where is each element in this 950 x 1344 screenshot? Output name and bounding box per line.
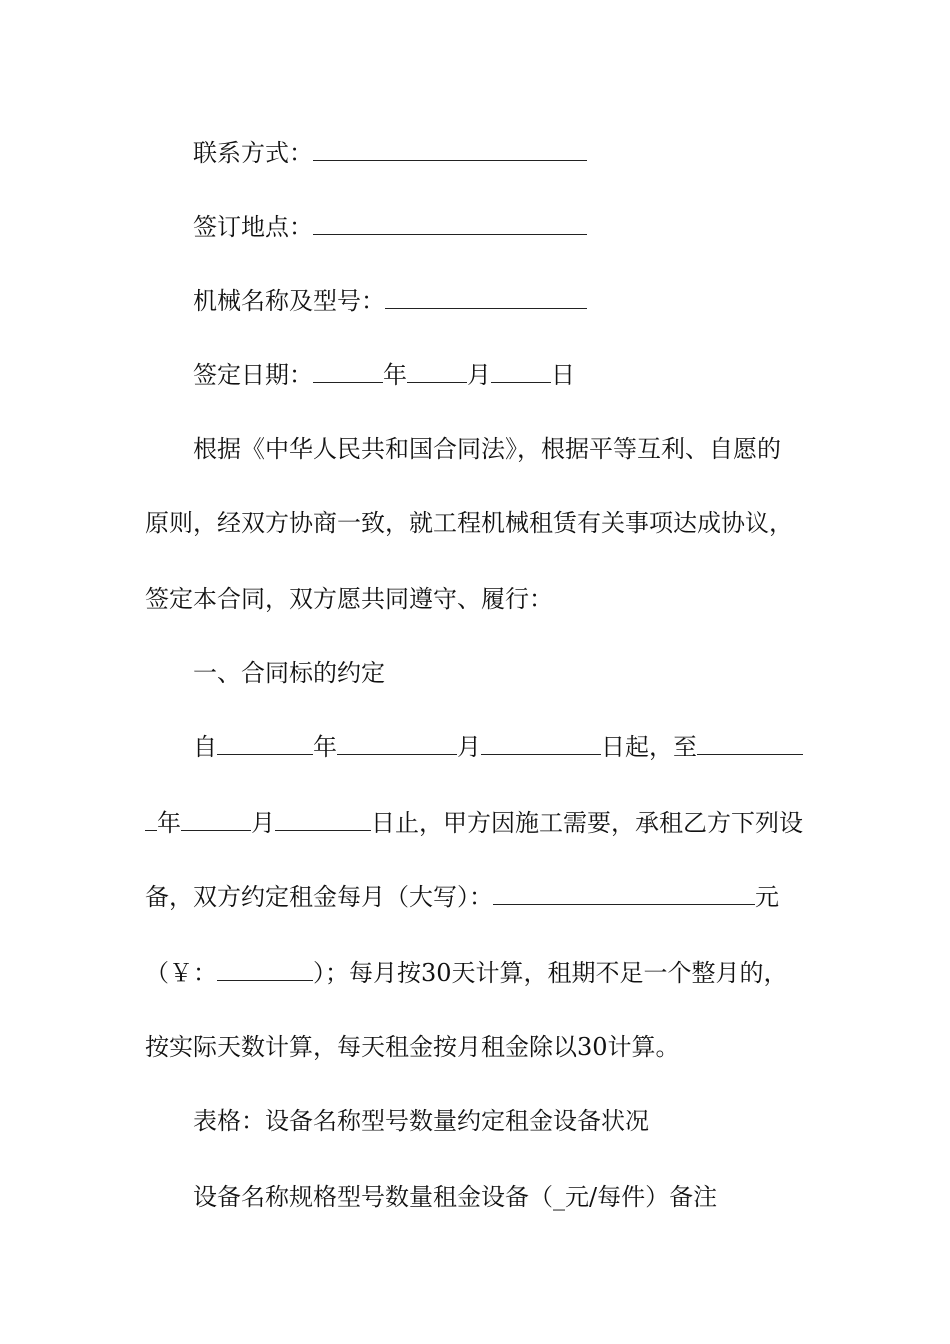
signing-date-field [193, 360, 575, 390]
end-year-blank-part1[interactable] [697, 732, 803, 755]
rent-uppercase-blank[interactable] [493, 882, 755, 905]
start-day-text: 日起，至 [601, 733, 697, 761]
signing-place-label: 签订地点： [193, 213, 313, 241]
machine-blank[interactable] [385, 286, 587, 309]
contact-field [193, 138, 587, 168]
end-day-text: 日止，甲方因施工需要，承租乙方下列设 [371, 809, 803, 837]
start-day-blank[interactable] [481, 732, 601, 755]
start-month-text: 月 [457, 733, 481, 761]
date-month-text: 月 [467, 361, 491, 389]
section-heading: 一、合同标的约定 [193, 659, 385, 687]
table-note-1: 表格：设备名称型号数量约定租金设备状况 [193, 1107, 649, 1135]
from-text: 自 [193, 733, 217, 761]
end-day-blank[interactable] [275, 808, 371, 831]
end-year-blank-part2[interactable] [145, 808, 157, 831]
end-year-text: 年 [157, 809, 181, 837]
preamble-line-2: 原则，经双方协商一致，就工程机械租赁有关事项达成协议， [145, 509, 793, 537]
table-note-2: 设备名称规格型号数量租金设备（_元/每件）备注 [193, 1183, 718, 1211]
signing-place-blank[interactable] [313, 212, 587, 235]
rent-number-label: （￥： [145, 959, 217, 987]
start-year-blank[interactable] [217, 732, 313, 755]
rent-unit: 元 [755, 883, 779, 911]
date-month-blank[interactable] [407, 360, 467, 383]
preamble-line-1: 根据《中华人民共和国合同法》，根据平等互利、自愿的 [193, 435, 781, 463]
lease-period-line-1 [193, 732, 803, 762]
start-month-blank[interactable] [337, 732, 457, 755]
signing-date-label: 签定日期： [193, 361, 313, 389]
date-day-blank[interactable] [491, 360, 551, 383]
end-month-blank[interactable] [181, 808, 251, 831]
start-year-text: 年 [313, 733, 337, 761]
machine-field [193, 286, 587, 316]
date-year-blank[interactable] [313, 360, 383, 383]
contact-blank[interactable] [313, 138, 587, 161]
date-year-text: 年 [383, 361, 407, 389]
rent-number-blank[interactable] [217, 958, 313, 981]
daily-rent-line: 按实际天数计算，每天租金按月租金除以30计算。 [145, 1033, 680, 1061]
date-day-text: 日 [551, 361, 575, 389]
rent-number-line [145, 958, 788, 988]
preamble-line-3: 签定本合同，双方愿共同遵守、履行： [145, 585, 553, 613]
rent-label: 备，双方约定租金每月（大写）： [145, 883, 493, 911]
end-month-text: 月 [251, 809, 275, 837]
machine-label: 机械名称及型号： [193, 287, 385, 315]
rent-terms-text: ）；每月按30天计算，租期不足一个整月的， [313, 959, 788, 987]
signing-place-field [193, 212, 587, 242]
rent-line [145, 882, 779, 912]
contact-label: 联系方式： [193, 139, 313, 167]
lease-period-line-2 [145, 808, 803, 838]
